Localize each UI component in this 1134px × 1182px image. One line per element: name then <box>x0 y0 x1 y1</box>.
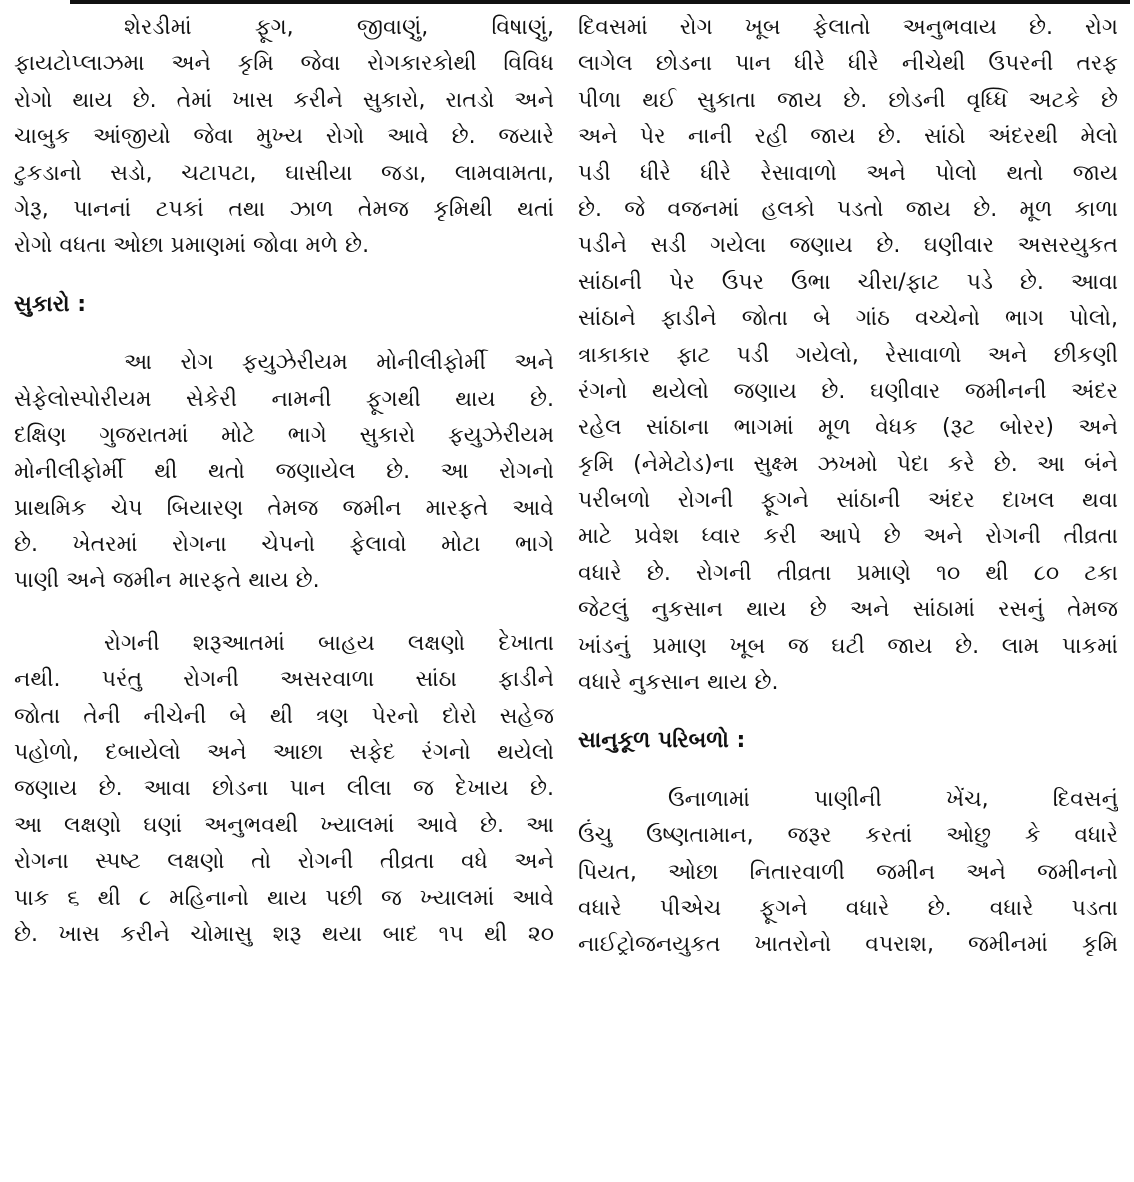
left-column <box>14 10 554 953</box>
text-line: પરીબળો રોગની ફૂગને સાંઠાની અંદર દાખલ થવા <box>578 488 1118 514</box>
text-line: વધારે પીએચ ફૂગને વધારે છે. વધારે પડતા <box>578 895 1118 921</box>
text-line: વધારે નુકસાન થાય છે. <box>578 670 779 696</box>
text-line: ટુકડાનો સડો, ચટાપટા, ઘાસીયા જડા, લામવામતા, <box>14 160 554 186</box>
text-line: છે. ખેતરમાં રોગના ચેપનો ફેલાવો મોટા ભાગે <box>14 532 554 558</box>
text-line: છે. જે વજનમાં હલકો પડતો જાય છે. મૂળ કાળા <box>578 196 1118 222</box>
text-line: રોગના સ્પષ્ટ લક્ષણો તો રોગની તીવ્રતા વધે અને <box>14 849 554 875</box>
text-line: આ રોગ ફયુઝેરીયમ મોનીલીફોર્મી અને <box>124 350 554 376</box>
text-line: પહોળો, દબાયેલો અને આછા સફેદ રંગનો થયેલો <box>14 740 554 766</box>
text-line: પડીને સડી ગયેલા જણાય છે. ઘણીવાર અસરયુકત <box>578 233 1118 259</box>
text-line: મોનીલીફોર્મી થી થતો જણાયેલ છે. આ રોગનો <box>14 459 554 485</box>
text-line: ઉંચુ ઉષ્ણતામાન, જરૂર કરતાં ઓછુ કે વધારે <box>578 823 1118 849</box>
text-line: રોગો વધતા ઓછા પ્રમાણમાં જોવા મળે છે. <box>14 233 370 259</box>
section-heading-sanukul-paribalo: સાનુકૂળ પરિબળો : <box>578 728 746 754</box>
top-rule <box>70 0 1130 4</box>
text-line: નાઈટ્રોજનયુકત ખાતરોનો વપરાશ, જમીનમાં કૃમિ <box>578 932 1118 958</box>
text-line: દિવસમાં રોગ ખૂબ ફેલાતો અનુભવાય છે. રોગ <box>578 15 1118 40</box>
text-line: પિયત, ઓછા નિતારવાળી જમીન અને જમીનનો <box>578 859 1118 885</box>
text-line: નથી. પરંતુ રોગની અસરવાળા સાંઠા ફાડીને <box>14 667 554 693</box>
right-para-1 <box>578 10 1118 701</box>
text-line: વધારે છે. રોગની તીવ્રતા પ્રમાણે ૧૦ થી ૮૦ ટકા <box>578 560 1118 586</box>
text-line: લાગેલ છોડના પાન ધીરે ધીરે નીચેથી ઉપરની તરફ <box>578 51 1118 77</box>
text-line: આ લક્ષણો ઘણાં અનુભવથી ખ્યાલમાં આવે છે. આ <box>14 812 554 838</box>
text-line: ગેરૂ, પાનનાં ટપકાં તથા ઝાળ તેમજ કૃમિથી થતાં <box>14 196 554 222</box>
text-line: ફાયટોપ્લાઝમા અને કૃમિ જેવા રોગકારકોથી વિવિધ <box>14 51 554 77</box>
text-line: પાક ૬ થી ૮ મહિનાનો થાય પછી જ ખ્યાલમાં આવે <box>14 885 554 911</box>
text-line: સાંઠાની પેર ઉપર ઉભા ચીરા/ફાટ પડે છે. આવા <box>578 269 1118 295</box>
text-line: અને પેર નાની રહી જાય છે. સાંઠો અંદરથી મેલો <box>578 124 1118 150</box>
text-line: પાણી અને જમીન મારફતે થાય છે. <box>14 568 320 594</box>
text-line: રોગની શરૂઆતમાં બાહય લક્ષણો દેખાતા <box>104 630 554 656</box>
text-line: શેરડીમાં ફૂગ, જીવાણું, વિષાણું, <box>124 15 554 40</box>
text-line: ત્રાકાકાર ફાટ પડી ગયેલો, રેસાવાળો અને છીકણી <box>578 342 1118 368</box>
text-line: ઉનાળામાં પાણીની ખેંચ, દિવસનું <box>668 786 1118 812</box>
text-line: રોગો થાય છે. તેમાં ખાસ કરીને સુકારો, રાતડો અને <box>14 87 554 113</box>
text-line: છે. ખાસ કરીને ચોમાસુ શરૂ થયા બાદ ૧૫ થી ૨૦ <box>14 921 554 947</box>
left-para-1 <box>14 10 554 265</box>
text-line: રહેલ સાંઠાના ભાગમાં મૂળ વેધક (રૂટ બોરર) અને <box>578 415 1118 441</box>
text-line: પ્રાથમિક ચેપ બિયારણ તેમજ જમીન મારફતે આવે <box>14 495 554 521</box>
text-line: પીળા થઈ સુકાતા જાય છે. છોડની વૃધ્ધિ અટકે છે <box>578 87 1118 113</box>
text-line: કૃમિ (નેમેટોડ)ના સુક્ષ્મ ઝખમો પેદા કરે છે. આ બંને <box>578 451 1118 477</box>
text-line: સેફેલોસ્પોરીયમ સેકેરી નામની ફૂગથી થાય છે. <box>14 386 554 412</box>
text-line: જણાય છે. આવા છોડના પાન લીલા જ દેખાય છે. <box>14 776 554 802</box>
text-line: માટે પ્રવેશ ધ્વાર કરી આપે છે અને રોગની તીવ્રતા <box>578 524 1118 550</box>
text-line: સાંઠાને ફાડીને જોતા બે ગાંઠ વચ્ચેનો ભાગ પોલો, <box>578 306 1118 332</box>
left-para-2 <box>14 345 554 600</box>
section-heading-sukaro: સુકારો : <box>14 291 87 317</box>
text-line: ચાબુક આંજીયો જેવા મુખ્ય રોગો આવે છે. જયારે <box>14 124 554 150</box>
text-line: રંગનો થયેલો જણાય છે. ઘણીવાર જમીનની અંદર <box>578 378 1118 404</box>
right-column <box>578 10 1118 964</box>
right-para-2 <box>578 782 1118 964</box>
text-line: જેટલું નુકસાન થાય છે અને સાંઠામાં રસનું તેમજ <box>578 597 1118 623</box>
text-line: દક્ષિણ ગુજરાતમાં મોટે ભાગે સુકારો ફયુઝેરીયમ <box>14 422 554 448</box>
text-line: જોતા તેની નીચેની બે થી ત્રણ પેરનો દોરો સહેજ <box>14 703 554 729</box>
left-para-3 <box>14 626 554 954</box>
text-line: ખાંડનું પ્રમાણ ખૂબ જ ઘટી જાય છે. લામ પાકમાં <box>578 633 1118 659</box>
text-line: પડી ધીરે ધીરે રેસાવાળો અને પોલો થતો જાય <box>578 160 1118 186</box>
